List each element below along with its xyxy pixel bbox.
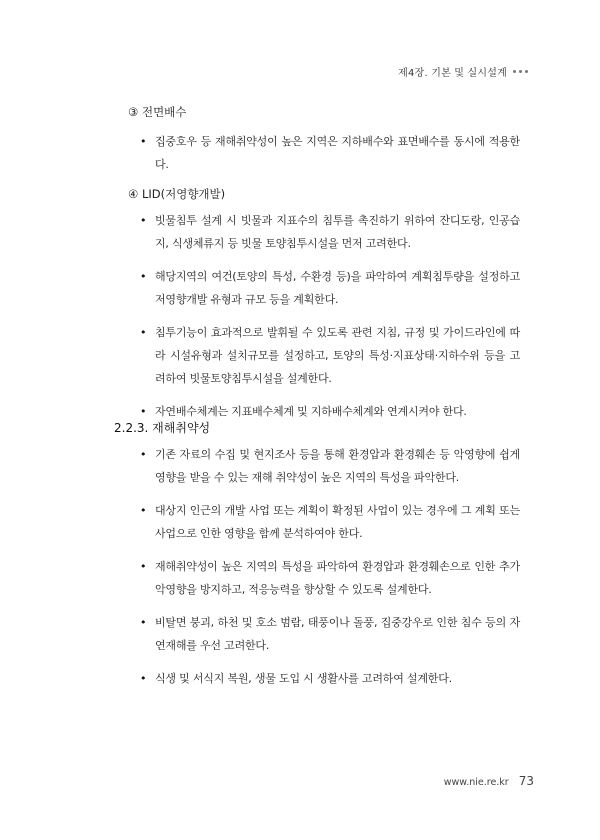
subheading-lid: ④ LID(저영향개발) [128,187,226,201]
bullet-icon: • [140,405,147,418]
list-item: • 집중호우 등 재해취약성이 높은 지역은 지하배수와 표면배수를 동시에 적용한다. [140,130,520,176]
bullet-icon: • [140,616,147,629]
bullet-list-disaster-vulnerability [140,443,520,690]
list-item: • 식생 및 서식지 복원, 생물 도입 시 생활사를 고려하여 설계한다. [140,667,520,690]
bullet-list-lid [140,209,520,423]
list-item: • 해당지역의 여건(토양의 특성, 수환경 등)을 파악하여 계획침투량을 설정하고 저영향개발 유형과 규모 등을 계획한다. [140,265,520,311]
bullet-icon: • [140,214,147,227]
footer-url: www.nie.re.kr [443,777,509,788]
page-number: 73 [518,774,534,788]
header-dots-icon [513,70,528,73]
list-item: • 비탈면 붕괴, 하천 및 호소 범람, 태풍이나 돌풍, 집중강우로 인한 침수 등의 자연재해를 우선 고려한다. [140,611,520,657]
list-item: • 기존 자료의 수집 및 현지조사 등을 통해 환경압과 환경훼손 등 악영향에 쉽게 영향을 받을 수 있는 재해 취약성이 높은 지역의 특성을 파악한다. [140,443,520,489]
bullet-icon: • [140,270,147,283]
section-title-disaster-vulnerability: 2.2.3. 재해취약성 [114,421,211,435]
list-item: • 대상지 인근의 개발 사업 또는 계획이 확정된 사업이 있는 경우에 그 계획 또는 사업으로 인한 영향을 함께 분석하여야 한다. [140,499,520,545]
chapter-title: 제4장. 기본 및 실시설계 [398,68,507,79]
running-header [398,64,528,79]
bullet-icon: • [140,448,147,461]
list-item: • 재해취약성이 높은 지역의 특성을 파악하여 환경압과 환경훼손으로 인한 추가 악영향을 방지하고, 적응능력을 향상할 수 있도록 설계한다. [140,555,520,601]
bullet-icon: • [140,560,147,573]
list-item: • 자연배수체계는 지표배수체계 및 지하배수체계와 연계시켜야 한다. [140,400,520,423]
bullet-icon: • [140,672,147,685]
subheading-front-drainage: ③ 전면배수 [128,105,187,119]
list-item: • 빗물침투 설계 시 빗물과 지표수의 침투를 촉진하기 위하여 잔디도랑, 인공습지, 식생체류지 등 빗물 토양침투시설을 먼저 고려한다. [140,209,520,255]
list-item: • 침투기능이 효과적으로 발휘될 수 있도록 관련 지침, 규정 및 가이드라인에 따라 시설유형과 설치규모를 설정하고, 토양의 특성·지표상태·지하수위 등을 고려하여 빗물토양침투시설을 설계한다. [140,321,520,390]
bullet-list-front-drainage [140,130,520,176]
bullet-icon: • [140,135,147,148]
bullet-icon: • [140,326,147,339]
bullet-icon: • [140,504,147,517]
page-footer [444,774,534,788]
